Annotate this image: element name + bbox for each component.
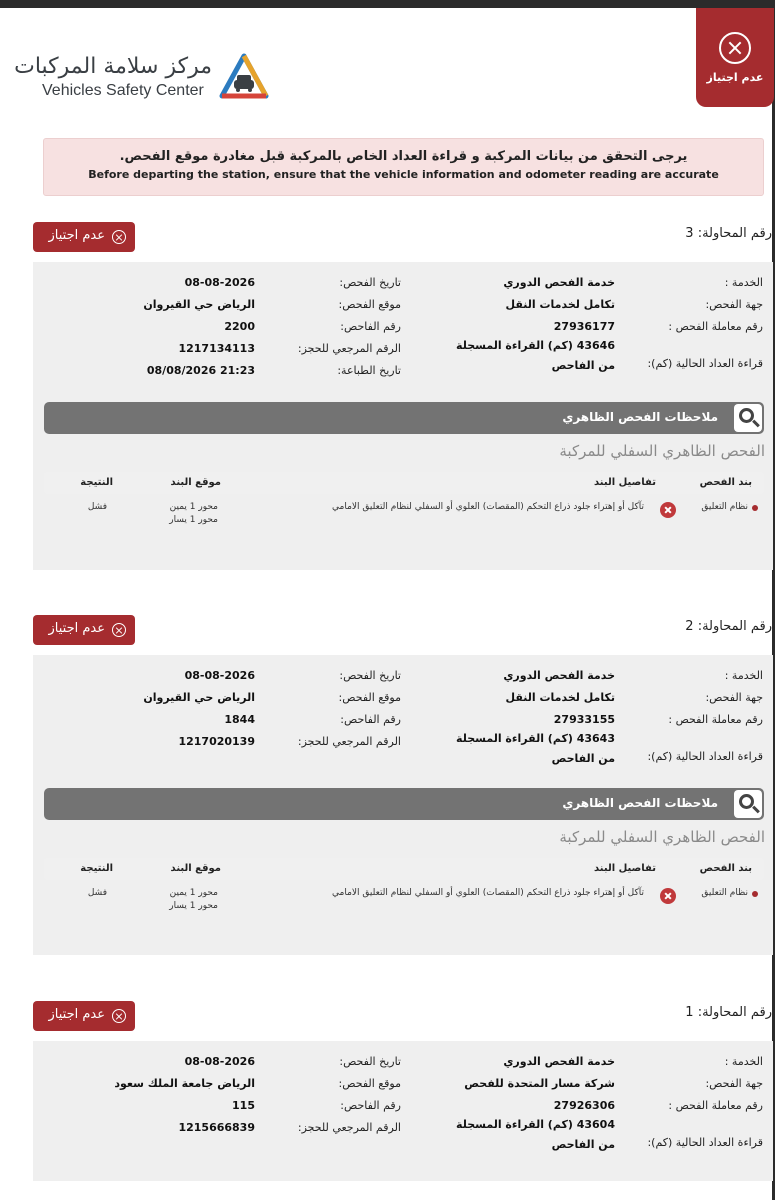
finding-location-2: محور 1 يسار <box>169 515 218 525</box>
finding-location-2: محور 1 يسار <box>169 901 218 911</box>
transaction-no-label: رقم معاملة الفحص : <box>668 1099 763 1112</box>
visual-notes-header[interactable]: ملاحظات الفحص الظاهري <box>44 402 764 434</box>
overall-result-label: عدم اجتياز <box>706 71 764 84</box>
inspection-date-value: 08-08-2026 <box>184 669 255 682</box>
section-subtitle: الفحص الظاهري السفلي للمركبة <box>559 828 765 846</box>
col-result-header: النتيجة <box>80 863 113 874</box>
inspection-body-value: تكامل لخدمات النقل <box>505 691 615 704</box>
inspection-body-label: جهة الفحص: <box>705 691 763 704</box>
print-date-value: 21:23 08/08/2026 <box>146 364 255 377</box>
attempt-title: رقم المحاولة: 1 <box>685 1005 772 1020</box>
attempt-fail-badge: عدم اجتياز <box>33 1001 135 1031</box>
table-row <box>44 502 764 538</box>
transaction-no-label: رقم معاملة الفحص : <box>668 713 763 726</box>
col-details-header: تفاصيل البند <box>594 477 656 488</box>
inspector-no-label: رقم الفاحص: <box>340 320 401 333</box>
transaction-no-value: 27933155 <box>553 713 615 726</box>
inspection-date-label: تاريخ الفحص: <box>339 276 401 289</box>
col-location-header: موقع البند <box>170 477 221 488</box>
section-subtitle: الفحص الظاهري السفلي للمركبة <box>559 442 765 460</box>
booking-ref-label: الرقم المرجعي للحجز: <box>297 735 401 748</box>
alert-arabic: يرجى التحقق من بيانات المركبة و قراءة العداد الخاص بالمركبة قبل مغادرة موقع الفحص. <box>119 149 688 164</box>
finding-location-1: محور 1 يمين <box>169 502 218 512</box>
inspector-no-value: 2200 <box>224 320 255 333</box>
finding-item: نظام التعليق <box>701 502 748 512</box>
booking-ref-label: الرقم المرجعي للحجز: <box>297 1121 401 1134</box>
inspection-date-value: 08-08-2026 <box>184 1055 255 1068</box>
inspection-date-label: تاريخ الفحص: <box>339 669 401 682</box>
logo-arabic-text: مركز سلامة المركبات <box>14 54 212 79</box>
service-value: خدمة الفحص الدوري <box>503 669 615 682</box>
logo-english-text: Vehicles Safety Center <box>42 82 204 99</box>
print-date-label: تاريخ الطباعة: <box>337 364 401 377</box>
attempt-title: رقم المحاولة: 2 <box>685 619 772 634</box>
transaction-no-value: 27936177 <box>553 320 615 333</box>
inspection-location-value: الرياض حي القيروان <box>143 298 255 311</box>
vsc-logo <box>14 50 270 106</box>
inspection-date-value: 08-08-2026 <box>184 276 255 289</box>
inspection-date-label: تاريخ الفحص: <box>339 1055 401 1068</box>
fail-x-icon <box>660 888 676 904</box>
inspection-location-value: الرياض جامعة الملك سعود <box>114 1077 255 1090</box>
booking-ref-value: 1217020139 <box>178 735 255 748</box>
attempt-title: رقم المحاولة: 3 <box>685 226 772 241</box>
booking-ref-label: الرقم المرجعي للحجز: <box>297 342 401 355</box>
verification-alert <box>43 138 764 196</box>
inspection-body-value: شركة مسار المتحدة للفحص <box>464 1077 615 1090</box>
service-value: خدمة الفحص الدوري <box>503 276 615 289</box>
transaction-no-value: 27926306 <box>553 1099 615 1112</box>
service-label: الخدمة : <box>724 669 763 682</box>
booking-ref-value: 1215666839 <box>178 1121 255 1134</box>
fail-x-icon <box>719 32 751 64</box>
inspection-location-value: الرياض حي القيروان <box>143 691 255 704</box>
inspector-no-value: 115 <box>232 1099 255 1112</box>
fail-circle-x-icon <box>112 1009 126 1023</box>
attempt-details-card <box>33 1041 773 1181</box>
magnifier-icon <box>734 790 762 818</box>
col-item-header: بند الفحص <box>699 863 752 874</box>
odometer-value: 43643 (كم) القراءة المسجلة من الفاحص <box>456 732 615 765</box>
inspector-no-label: رقم الفاحص: <box>340 1099 401 1112</box>
odometer-label: قراءة العداد الحالية (كم): <box>647 1136 763 1149</box>
finding-result: فشل <box>87 502 107 512</box>
inspection-body-label: جهة الفحص: <box>705 1077 763 1090</box>
odometer-value: 43604 (كم) القراءة المسجلة من الفاحص <box>456 1118 615 1151</box>
col-item-header: بند الفحص <box>699 477 752 488</box>
inspection-location-label: موقع الفحص: <box>338 298 401 311</box>
car-shield-icon <box>218 52 270 104</box>
overall-result-badge <box>696 8 774 107</box>
service-value: خدمة الفحص الدوري <box>503 1055 615 1068</box>
col-result-header: النتيجة <box>80 477 113 488</box>
odometer-value: 43646 (كم) القراءة المسجلة من الفاحص <box>456 339 615 372</box>
attempt-fail-badge: عدم اجتياز <box>33 222 135 252</box>
inspection-body-value: تكامل لخدمات النقل <box>505 298 615 311</box>
inspector-no-value: 1844 <box>224 713 255 726</box>
visual-notes-header[interactable]: ملاحظات الفحص الظاهري <box>44 788 764 820</box>
finding-item: نظام التعليق <box>701 888 748 898</box>
fail-circle-x-icon <box>112 230 126 244</box>
transaction-no-label: رقم معاملة الفحص : <box>668 320 763 333</box>
fail-circle-x-icon <box>112 623 126 637</box>
attempt-fail-badge: عدم اجتياز <box>33 615 135 645</box>
inspection-location-label: موقع الفحص: <box>338 1077 401 1090</box>
odometer-label: قراءة العداد الحالية (كم): <box>647 750 763 763</box>
findings-table-header <box>44 858 764 880</box>
magnifier-icon <box>734 404 762 432</box>
fail-x-icon <box>660 502 676 518</box>
inspection-location-label: موقع الفحص: <box>338 691 401 704</box>
inspector-no-label: رقم الفاحص: <box>340 713 401 726</box>
booking-ref-value: 1217134113 <box>178 342 255 355</box>
finding-details: تآكل أو إهتراء جلود ذراع التحكم (المقصات) العلوي أو السفلي لنظام التعليق الامامي <box>332 502 644 512</box>
finding-location-1: محور 1 يمين <box>169 888 218 898</box>
finding-result: فشل <box>87 888 107 898</box>
odometer-label: قراءة العداد الحالية (كم): <box>647 357 763 370</box>
col-details-header: تفاصيل البند <box>594 863 656 874</box>
alert-english: Before departing the station, ensure that the vehicle information and odometer reading are accurate <box>88 168 719 181</box>
findings-table-header <box>44 472 764 494</box>
service-label: الخدمة : <box>724 1055 763 1068</box>
bullet-icon <box>752 505 758 511</box>
col-location-header: موقع البند <box>170 863 221 874</box>
finding-details: تآكل أو إهتراء جلود ذراع التحكم (المقصات) العلوي أو السفلي لنظام التعليق الامامي <box>332 888 644 898</box>
top-border <box>0 0 775 8</box>
service-label: الخدمة : <box>724 276 763 289</box>
table-row <box>44 888 764 924</box>
inspection-body-label: جهة الفحص: <box>705 298 763 311</box>
bullet-icon <box>752 891 758 897</box>
